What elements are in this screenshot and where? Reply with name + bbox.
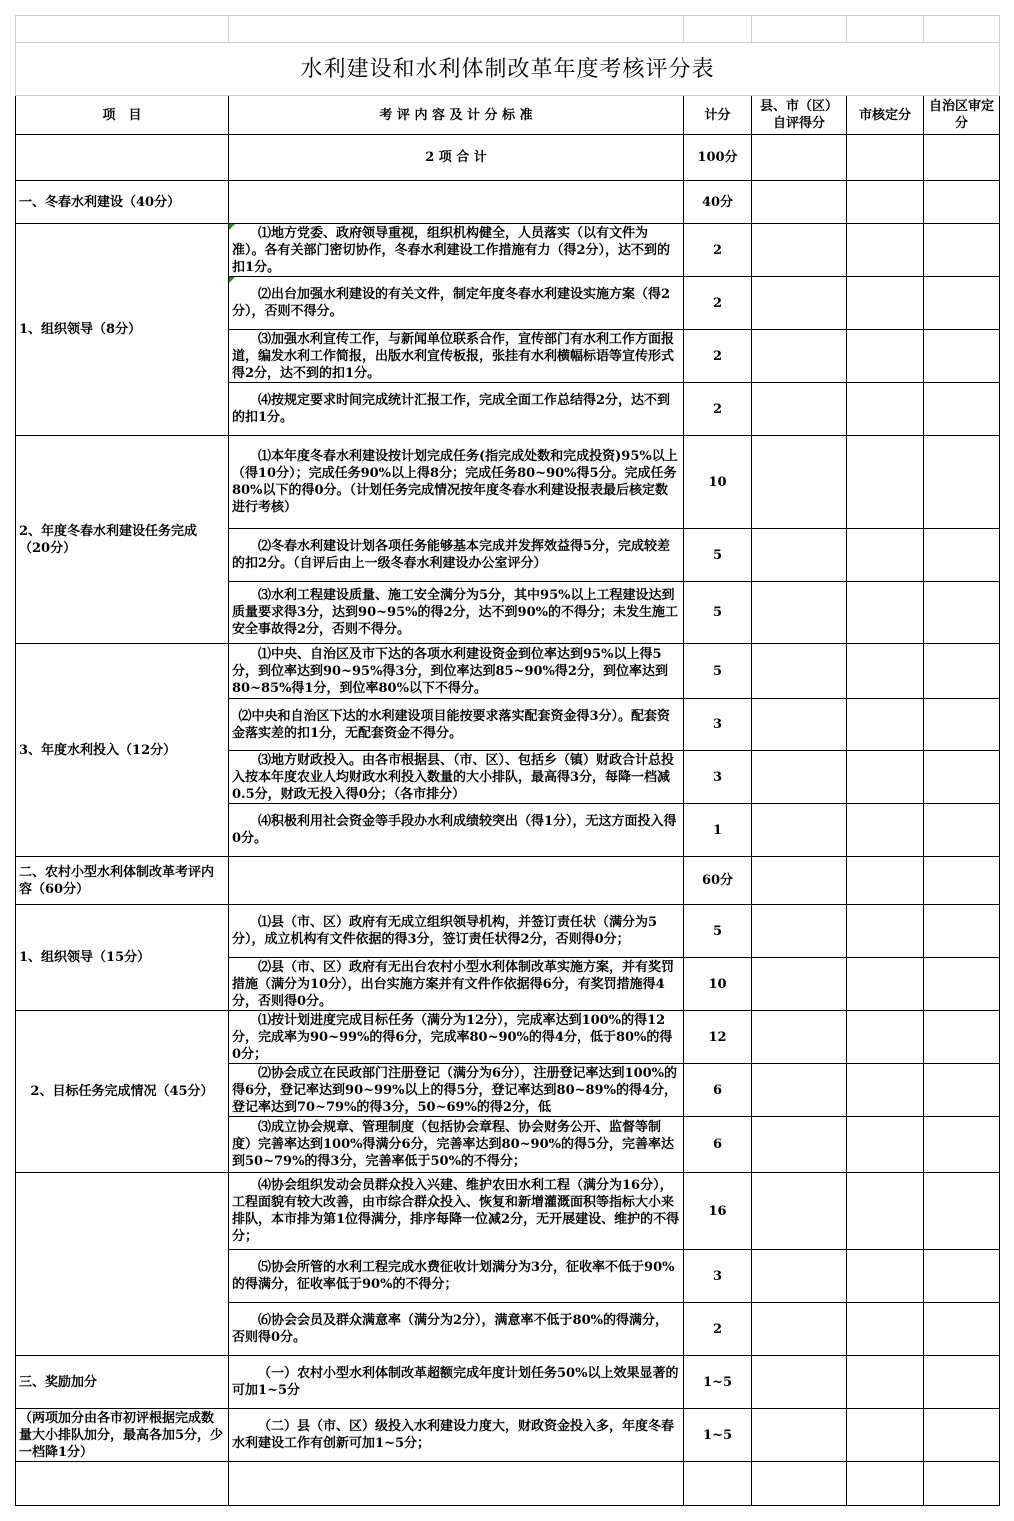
group-label: 3、年度水利投入（12分） (16, 644, 229, 857)
header-self-score: 县、市（区）自评得分 (752, 96, 847, 135)
header-region-score: 自治区审定分 (924, 96, 1000, 135)
total-label: 2 项 合 计 (229, 135, 684, 181)
header-city-score: 市核定分 (847, 96, 924, 135)
criteria-text: ⑵出台加强水利建设的有关文件，制定年度冬春水利建设实施方案（得2分），否则不得分。 (229, 277, 684, 330)
criteria-score: 5 (684, 644, 752, 699)
criteria-score: 10 (684, 436, 752, 529)
criteria-text: ⑴本年度冬春水利建设按计划完成任务(指完成处数和完成投资)95%以上（得10分）；完成任务90%以上得8分；完成任务80~90%得5分。完成任务80%以下的得0分。（计划任务完成情况按年度冬春水利建设报表最后核定数进行考核） (229, 436, 684, 529)
table-row (16, 436, 1000, 529)
group-label: 1、组织领导（15分） (16, 905, 229, 1011)
criteria-score: 1~5 (684, 1356, 752, 1409)
criteria-text: ⑵县（市、区）政府有无出台农村小型水利体制改革实施方案，并有奖罚措施（满分为10分），出台实施方案并有文件作依据得6分，有奖罚措施得4分，否则得0分。 (229, 958, 684, 1011)
criteria-text: ⑷积极利用社会资金等手段办水利成绩较突出（得1分），无这方面投入得0分。 (229, 804, 684, 857)
criteria-score: 2 (684, 277, 752, 330)
table-row (16, 1409, 1000, 1462)
criteria-text: ⑴按计划进度完成目标任务（满分为12分），完成率达到100%的得12分，完成率为90~99%的得6分，完成率80~90%的得4分，低于80%的得0分； (229, 1011, 684, 1064)
assessment-table (15, 15, 1000, 1506)
score-sheet (15, 15, 999, 1506)
criteria-text: ⑶成立协会规章、管理制度（包括协会章程、协会财务公开、监督等制度）完善率达到100%得满分6分，完善率达到80~90%的得5分，完善率达到50~79%的得3分，完善率低于50%的不得分； (229, 1117, 684, 1173)
header-item: 项 目 (16, 96, 229, 135)
group-label: 1、组织领导（8分） (16, 224, 229, 436)
criteria-score: 3 (684, 699, 752, 751)
criteria-text: ⑹协会会员及群众满意率（满分为2分），满意率不低于80%的得满分，否则得0分。 (229, 1303, 684, 1356)
criteria-text: ⑶水利工程建设质量、施工安全满分为5分，其中95%以上工程建设达到质量要求得3分，达到90~95%的得2分，达不到90%的不得分；未发生施工安全事故得2分，否则不得分。 (229, 582, 684, 644)
criteria-text: ⑴县（市、区）政府有无成立组织领导机构，并签订责任状（满分为5分），成立机构有文件依据的得3分，签订责任状得2分，否则得0分； (229, 905, 684, 958)
criteria-text: ⑴中央、自治区及市下达的各项水利建设资金到位率达到95%以上得5分，到位率达到90~95%得3分，到位率达到85~90%得2分，到位率达到80~85%得1分，到位率80%以下不得分。 (229, 644, 684, 699)
table-row (16, 644, 1000, 699)
page-title: 水利建设和水利体制改革年度考核评分表 (16, 43, 1000, 96)
criteria-score: 1~5 (684, 1409, 752, 1462)
header-score: 计分 (684, 96, 752, 135)
table-header (16, 96, 1000, 135)
blank-row (16, 16, 1000, 43)
table-row (16, 224, 1000, 277)
group-label-empty (16, 1173, 229, 1356)
blank-row (16, 1462, 1000, 1506)
criteria-score: 2 (684, 330, 752, 383)
criteria-text: （一）农村小型水利体制改革超额完成年度计划任务50%以上效果显著的可加1~5分 (229, 1356, 684, 1409)
criteria-text: ⑴地方党委、政府领导重视，组织机构健全，人员落实（以有文件为准）。各有关部门密切协作，冬春水利建设工作措施有力（得2分），达不到的扣1分。 (229, 224, 684, 277)
table-row (16, 1011, 1000, 1064)
section3-label: 三、奖励加分 (16, 1356, 229, 1409)
criteria-score: 3 (684, 751, 752, 804)
section-row (16, 181, 1000, 224)
section2-label: 二、农村小型水利体制改革考评内容（60分） (16, 857, 229, 905)
criteria-score: 16 (684, 1173, 752, 1250)
criteria-score: 1 (684, 804, 752, 857)
criteria-score: 5 (684, 905, 752, 958)
criteria-text: ⑵冬春水利建设计划各项任务能够基本完成并发挥效益得5分，完成较差的扣2分。（自评后由上一级冬春水利建设办公室评分） (229, 529, 684, 582)
criteria-text: （二）县（市、区）级投入水利建设力度大，财政资金投入多，年度冬春水利建设工作有创新可加1~5分； (229, 1409, 684, 1462)
table-row (16, 1356, 1000, 1409)
section-row (16, 857, 1000, 905)
section1-score: 40分 (684, 181, 752, 224)
group-label: 2、年度冬春水利建设任务完成（20分） (16, 436, 229, 644)
total-score: 100分 (684, 135, 752, 181)
criteria-text: ⑵中央和自治区下达的水利建设项目能按要求落实配套资金得3分）。配套资金落实差的扣1分，无配套资金不得分。 (229, 699, 684, 751)
section3-note: （两项加分由各市初评根据完成数量大小排队加分，最高各加5分，少一档降1分） (16, 1409, 229, 1462)
criteria-text: ⑷协会组织发动会员群众投入兴建、维护农田水利工程（满分为16分），工程面貌有较大改善，由市综合群众投入、恢复和新增灌溉面积等指标大小来排队，本市排为第1位得满分，排序每降一位减2分，无开展建设、维护的不得分； (229, 1173, 684, 1250)
group-label: 2、目标任务完成情况（45分） (16, 1011, 229, 1173)
criteria-score: 6 (684, 1117, 752, 1173)
criteria-score: 5 (684, 529, 752, 582)
criteria-text: ⑶加强水利宣传工作，与新闻单位联系合作，宣传部门有水利工作方面报道，编发水利工作简报，出版水利宣传板报，张挂有水利横幅标语等宣传形式得2分，达不到的扣1分。 (229, 330, 684, 383)
criteria-text: ⑵协会成立在民政部门注册登记（满分为6分），注册登记率达到100%的得6分，登记率达到90~99%以上的得5分，登记率达到80~89%的得4分，登记率达到70~79%的得3分，50~69%的得2分，低 (229, 1064, 684, 1117)
criteria-score: 5 (684, 582, 752, 644)
table-row (16, 905, 1000, 958)
criteria-score: 10 (684, 958, 752, 1011)
criteria-score: 3 (684, 1250, 752, 1303)
section2-score: 60分 (684, 857, 752, 905)
criteria-text: ⑸协会所管的水利工程完成水费征收计划满分为3分，征收率不低于90%的得满分，征收率低于90%的不得分； (229, 1250, 684, 1303)
criteria-score: 2 (684, 383, 752, 436)
criteria-score: 12 (684, 1011, 752, 1064)
criteria-score: 2 (684, 1303, 752, 1356)
table-row (16, 1173, 1000, 1250)
criteria-text: ⑷按规定要求时间完成统计汇报工作，完成全面工作总结得2分，达不到的扣1分。 (229, 383, 684, 436)
criteria-text: ⑶地方财政投入。由各市根据县、（市、区）、包括乡（镇）财政合计总投入按本年度农业人均财政水利投入数量的大小排队，最高得3分，每降一档减0.5分，财政无投入得0分；（各市排分） (229, 751, 684, 804)
total-row (16, 135, 1000, 181)
criteria-score: 2 (684, 224, 752, 277)
section1-label: 一、冬春水利建设（40分） (16, 181, 229, 224)
header-content: 考 评 内 容 及 计 分 标 准 (229, 96, 684, 135)
criteria-score: 6 (684, 1064, 752, 1117)
